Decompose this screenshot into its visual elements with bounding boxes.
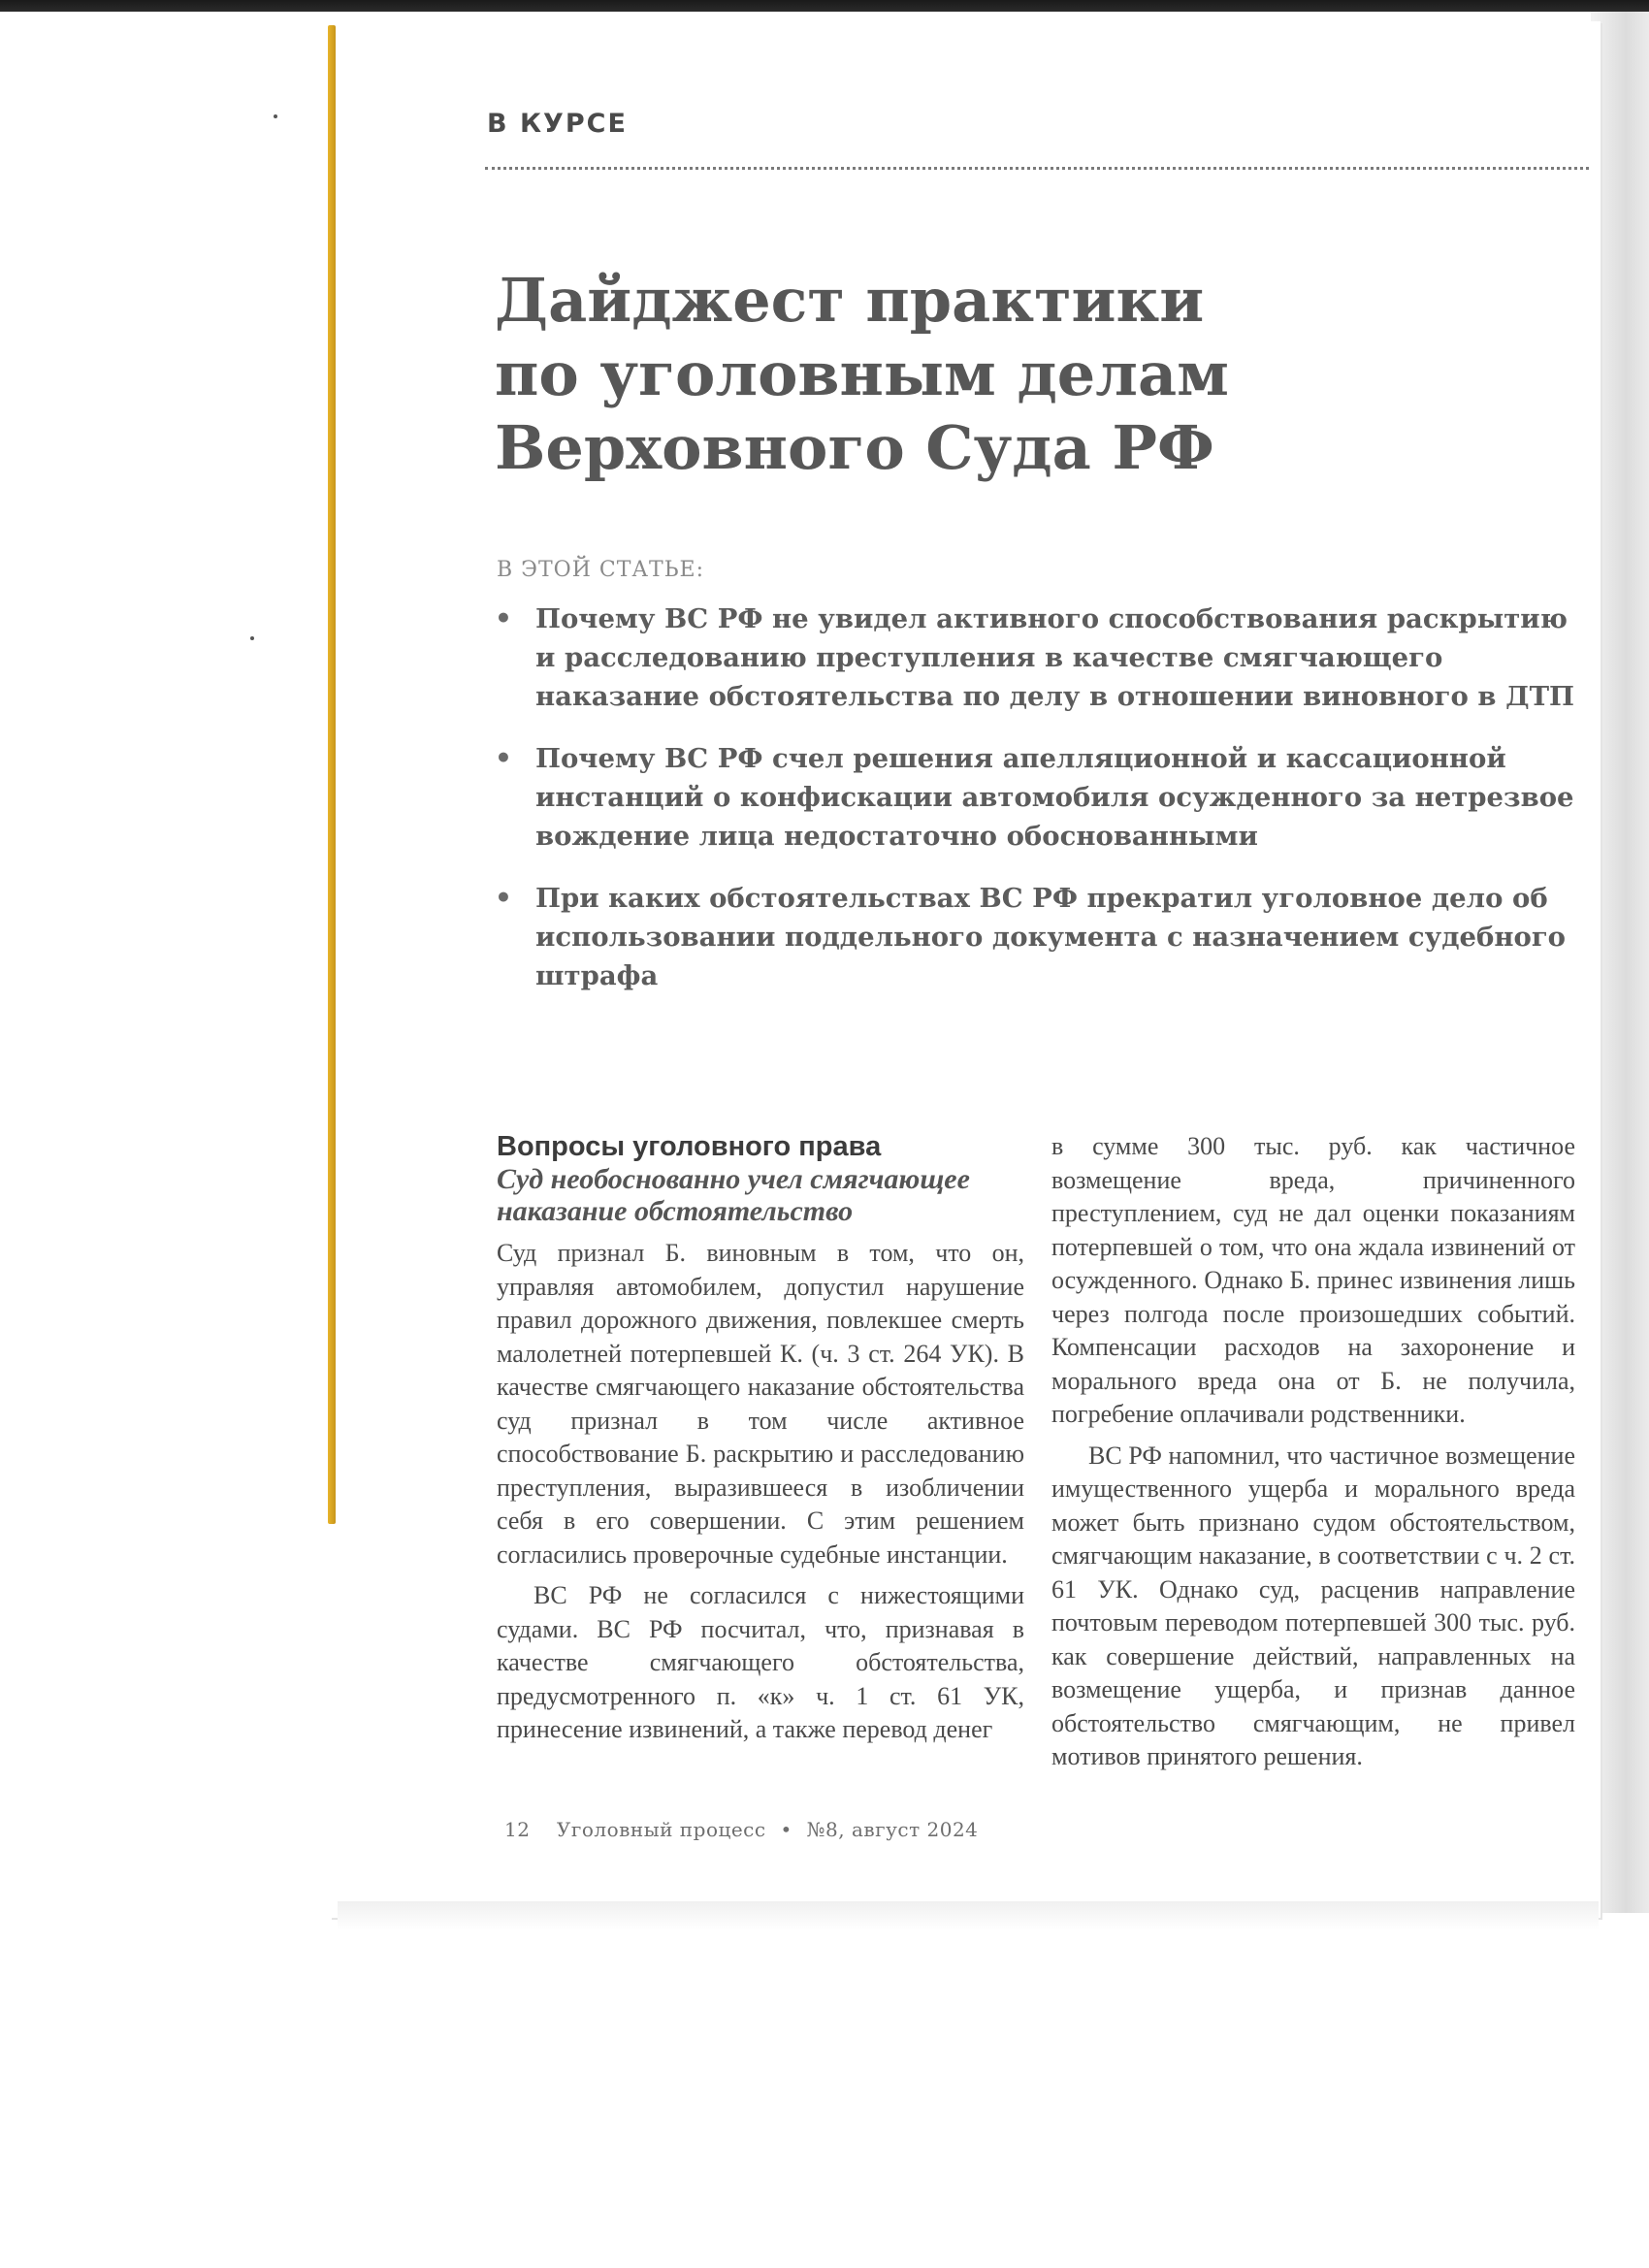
article-title — [495, 264, 1562, 485]
section-divider — [485, 167, 1589, 170]
in-article-label: В ЭТОЙ СТАТЬЕ: — [497, 558, 705, 582]
page-footer — [504, 1818, 978, 1841]
bullet-icon: • — [495, 882, 512, 914]
bullet-icon: • — [495, 742, 512, 774]
highlight-item — [495, 879, 1581, 995]
issue-info: №8, август 2024 — [806, 1818, 979, 1841]
highlight-text: Почему ВС РФ не увидел активного способствования раскрытию и расследованию преступления в качестве смягчающего наказание обстоятельства по делу в отношении виновного в ДТП — [535, 603, 1574, 712]
highlight-item — [495, 599, 1581, 716]
highlight-text: Почему ВС РФ счел решения апелляционной и кассационной инстанций о конфискации автомобиля осужденного за нетрезвое вождение лица недостаточно обоснованными — [535, 743, 1574, 852]
body-paragraph: в сумме 300 тыс. руб. как частичное возмещение вреда, причиненного преступлением, суд не дал оценки показаниям потерпевшей о том, что она ждала извинений от осужденного. Однако Б. принес извинения лишь через полгода после произошедших событий. Компенсации расходов на захоронение и морального вреда она от Б. не получила, погребение оплачивали родственники. — [1051, 1132, 1575, 1428]
body-paragraph: ВС РФ не согласился с нижестоящими судами. ВС РФ посчитал, что, признавая в качестве смягчающего обстоятельства, предусмотренного п. «к» ч. 1 ст. 61 УК, принесение извинений, а также перевод денег — [497, 1581, 1024, 1743]
body-paragraph: ВС РФ напомнил, что частичное возмещение имущественного ущерба и морального вреда может быть признано судом обстоятельством, смягчающим наказание, в соответствии с ч. 2 ст. 61 УК. Однако суд, расценив направление почтовым переводом потерпевшей 300 тыс. руб. как совершение действий, направленных на возмещение ущерба, и признав данное обстоятельство смягчающим, не привел мотивов принятого решения. — [1051, 1441, 1575, 1770]
page-bottom-shadow — [338, 1901, 1599, 1930]
scan-speck — [250, 636, 254, 640]
body-column-left — [497, 1130, 1024, 1747]
page-gold-edge — [328, 25, 336, 1524]
scan-top-edge — [0, 0, 1649, 12]
highlight-text: При каких обстоятельствах ВС РФ прекратил уголовное дело об использовании поддельного документа с назначением судебного штрафа — [535, 883, 1567, 991]
bullet-icon: • — [495, 602, 512, 634]
article-highlights — [495, 599, 1581, 1019]
footer-separator: • — [780, 1818, 792, 1841]
title-line: Верховного Суда РФ — [495, 412, 1214, 483]
rubric-heading: Вопросы уголовного права — [497, 1131, 882, 1162]
title-line: Дайджест практики — [495, 265, 1205, 336]
body-paragraph: Суд признал Б. виновным в том, что он, управляя автомобилем, допустил нарушение правил дорожного движения, повлекшее смерть малолетней потерпевшей К. (ч. 3 ст. 264 УК). В качестве смягчающего наказание обстоятельства суд признал в том числе активное способствование Б. раскрытию и расследованию преступления, выразившееся в изобличении себя в его совершении. С этим решением согласились проверочные судебные инстанции. — [497, 1239, 1024, 1569]
title-line: по уголовным делам — [495, 339, 1229, 409]
journal-name: Уголовный процесс — [556, 1818, 766, 1841]
body-column-right — [1051, 1130, 1575, 1774]
highlight-item — [495, 739, 1581, 856]
page-number: 12 — [504, 1818, 531, 1841]
section-label: В КУРСЕ — [487, 109, 628, 139]
subrubric-heading: Суд необоснованно учел смягчающее наказание обстоятельство — [497, 1163, 970, 1227]
scan-speck — [274, 114, 277, 118]
